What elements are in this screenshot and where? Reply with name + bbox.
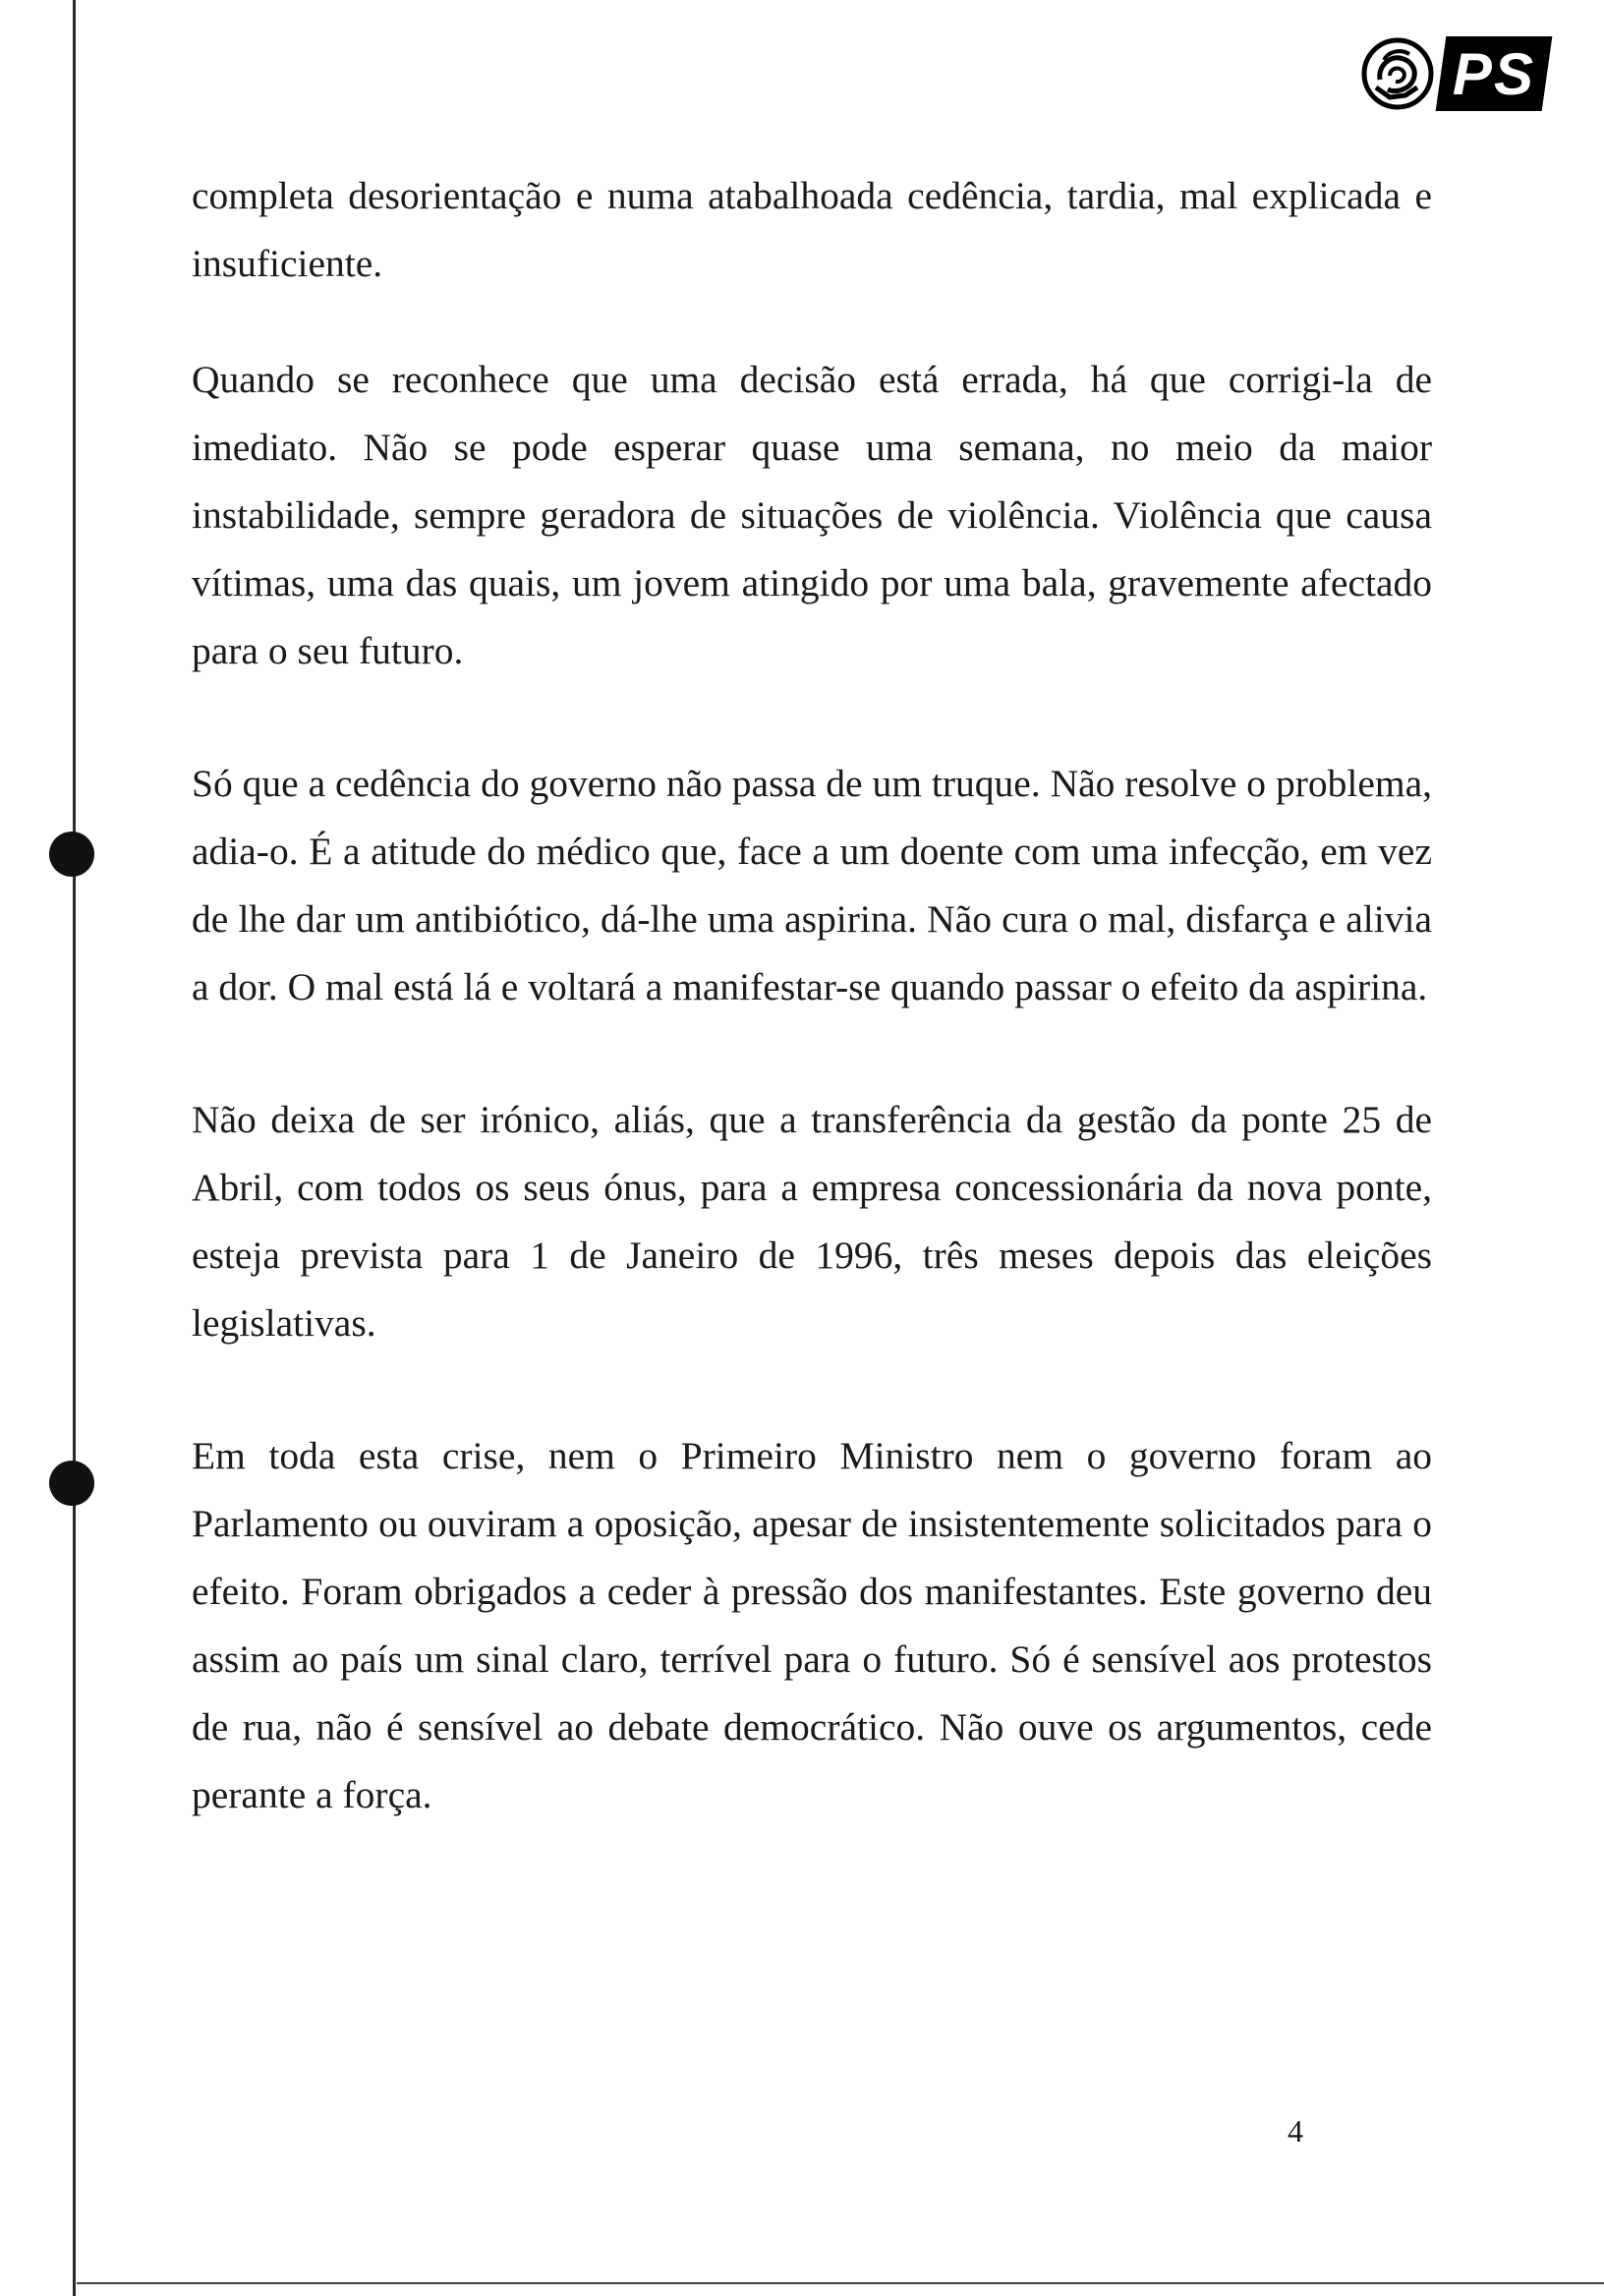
ps-logo <box>1360 29 1553 118</box>
ps-logo-box <box>1436 36 1553 111</box>
binder-margin-line <box>73 0 76 2296</box>
punch-hole <box>49 1461 94 1506</box>
document-body <box>192 162 1432 1894</box>
paragraph: Só que a cedência do governo não passa de um truque. Não resolve o problema, adia-o. É a atitude do médico que, face a um doente com uma infecção, em vez de lhe dar um antibiótico, dá-lhe uma aspirina. Não cura o mal, disfarça e alivia a dor. O mal está lá e voltará a manifestar-se quando passar o efeito da aspirina. <box>192 762 1432 1008</box>
paragraph: Quando se reconhece que uma decisão está errada, há que corrigi-la de imediato. Não se pode esperar quase uma semana, no meio da maior instabilidade, sempre geradora de situações de violência. Violência que causa vítimas, uma das quais, um jovem atingido por uma bala, gravemente afectado para o seu futuro. <box>192 358 1432 672</box>
paragraph: completa desorientação e numa atabalhoada cedência, tardia, mal explicada e insuficiente. <box>192 174 1432 285</box>
punch-hole <box>49 832 94 877</box>
page-number: 4 <box>1288 2113 1303 2149</box>
paragraph: Não deixa de ser irónico, aliás, que a transferência da gestão da ponte 25 de Abril, com todos os seus ónus, para a empresa concessionária da nova ponte, esteja prevista para 1 de Janeiro de 1996, três meses depois das eleições legislativas. <box>192 1098 1432 1345</box>
bottom-edge-rule <box>77 2282 1604 2284</box>
logo-text: PS <box>1452 40 1536 107</box>
paragraph: Em toda esta crise, nem o Primeiro Ministro nem o governo foram ao Parlamento ou ouviram a oposição, apesar de insistentemente solicitados para o efeito. Foram obrigados a ceder à pressão dos manifestantes. Este governo deu assim ao país um sinal claro, terrível para o futuro. Só é sensível aos protestos de rua, não é sensível ao debate democrático. Não ouve os argumentos, cede perante a força. <box>192 1434 1432 1816</box>
rose-in-fist-icon <box>1360 36 1435 111</box>
